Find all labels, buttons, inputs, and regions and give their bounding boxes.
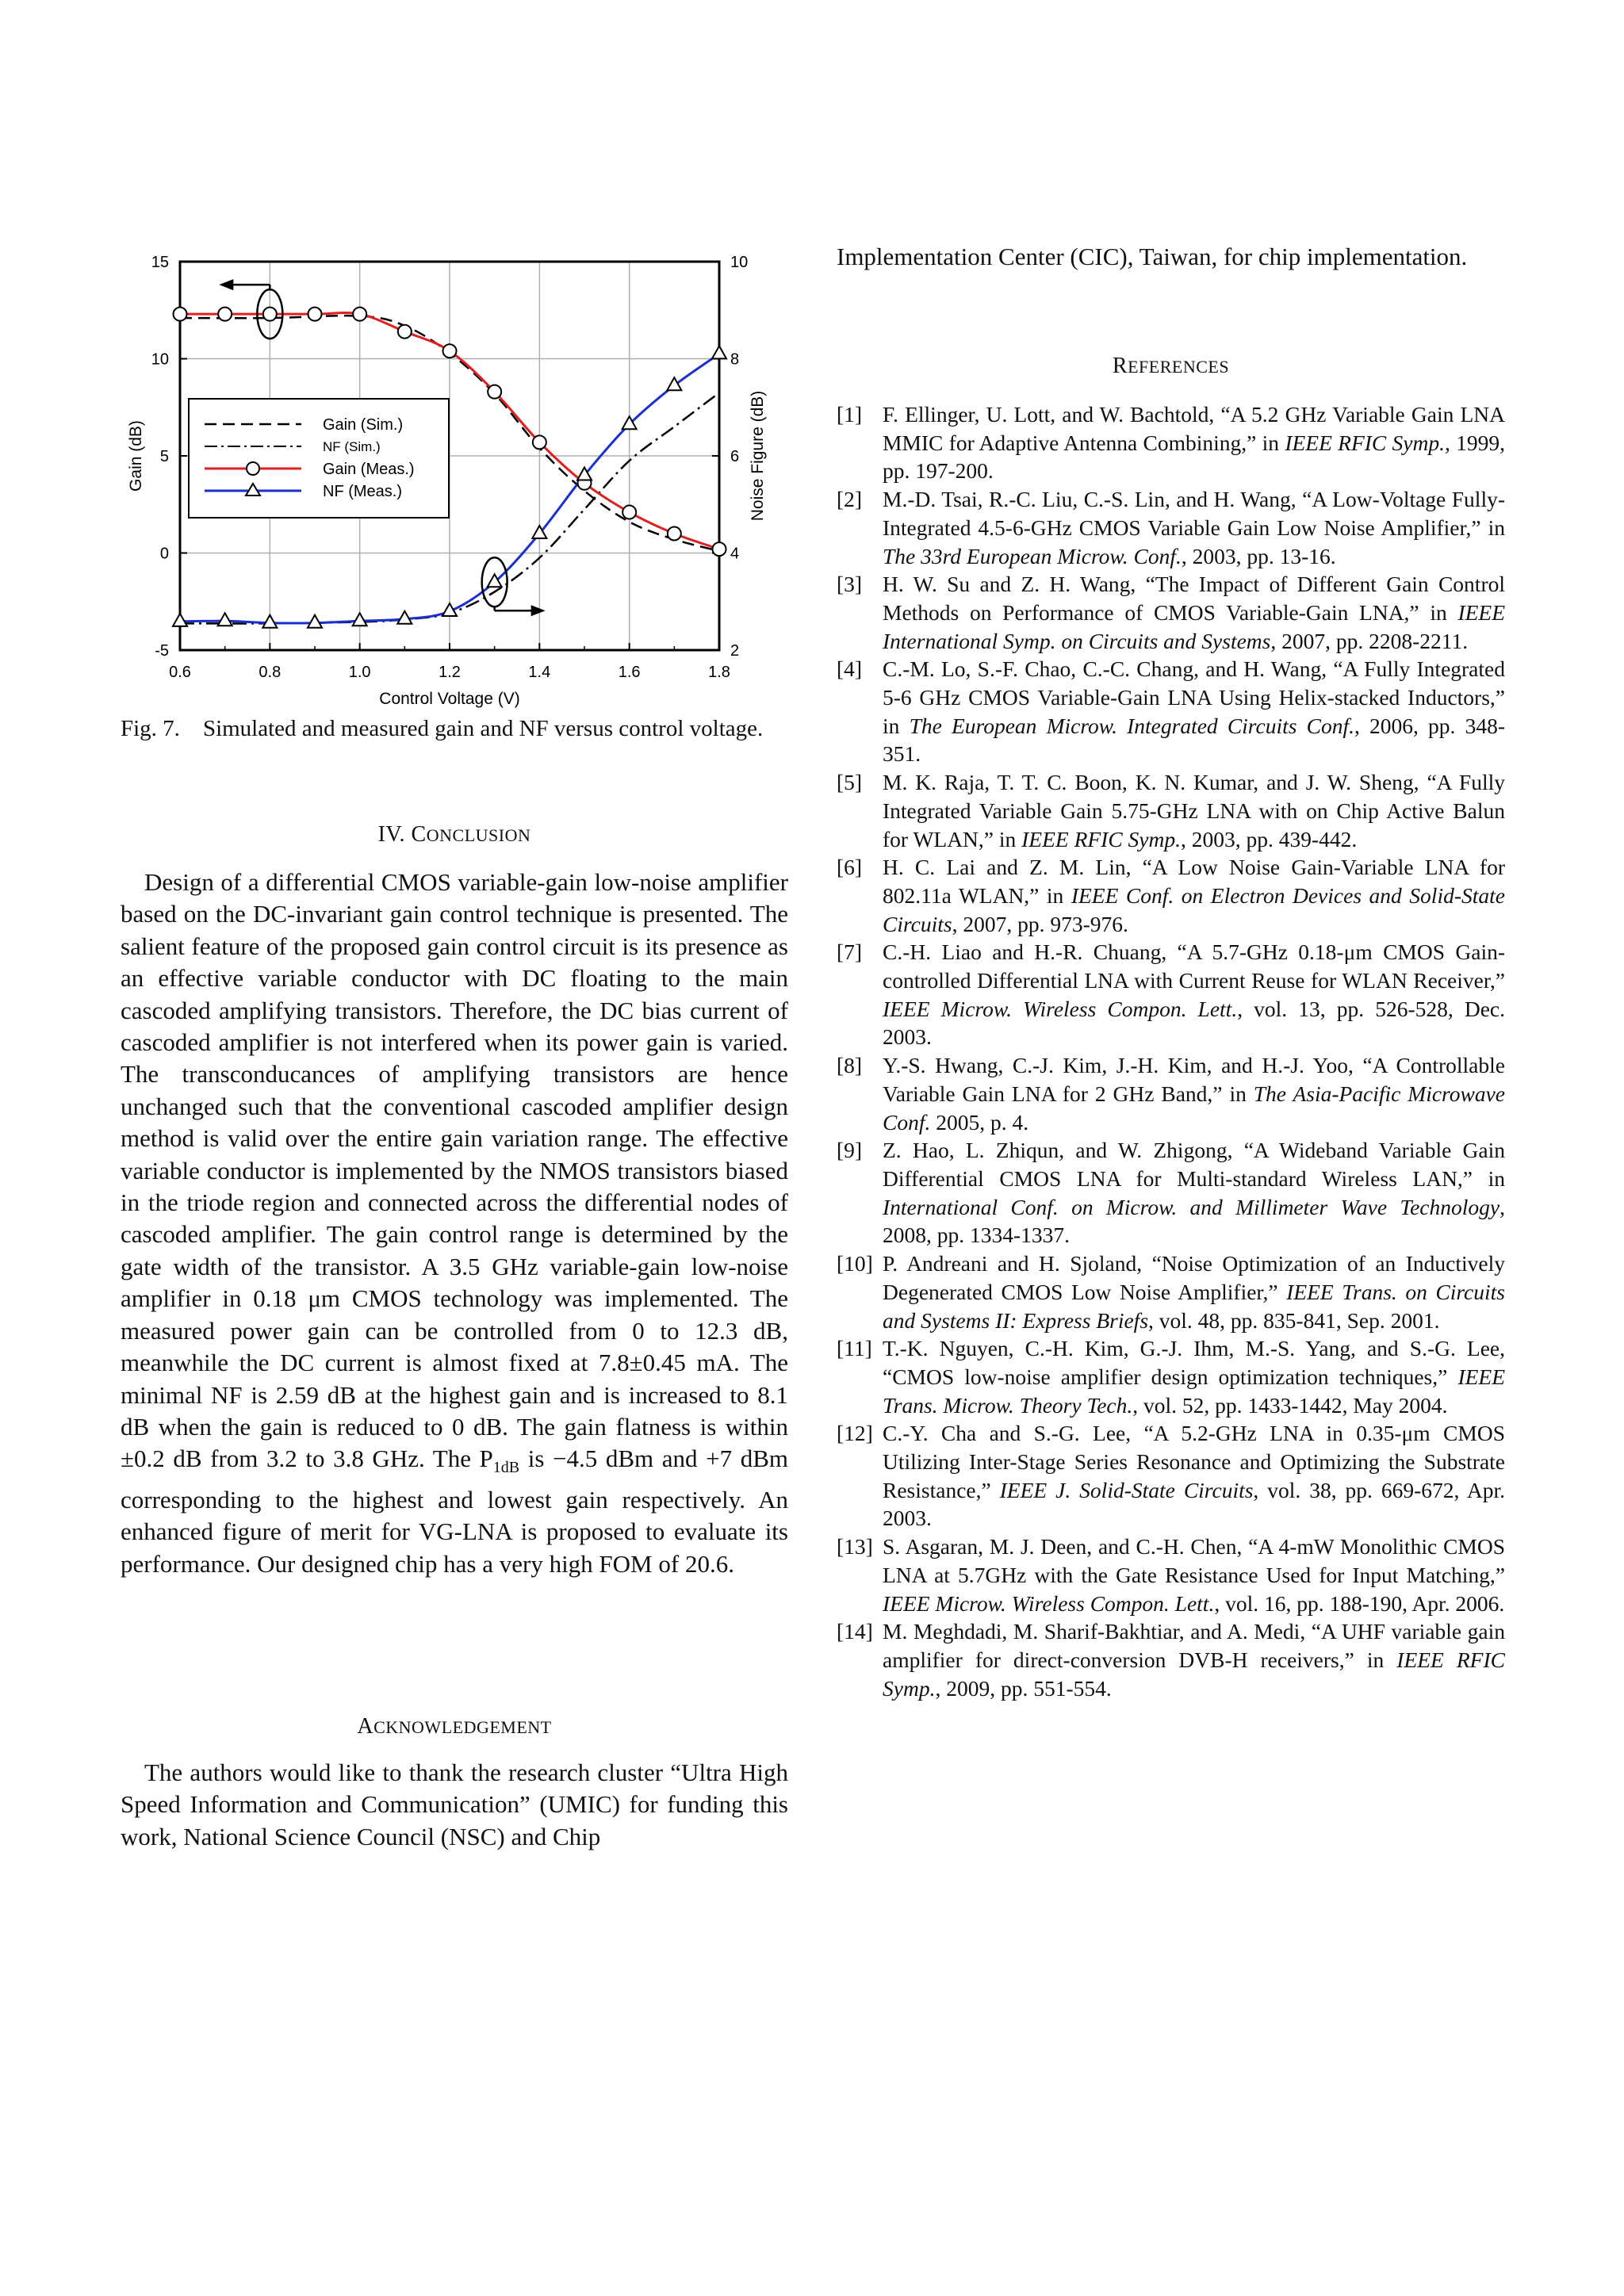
reference-item xyxy=(837,1533,1505,1617)
acknowledgement-continued: Implementation Center (CIC), Taiwan, for chip implementation. xyxy=(837,243,1468,270)
conclusion-paragraph: Design of a differential CMOS variable-gain low-noise amplifier based on the DC-invariant gain control technique is presented. The salient feature of the proposed gain control circuit is its presence as an effective variable conductor with DC floating to the main cascoded amplifying transistors. Therefore, the DC bias current of cascoded amplifier is not interfered when its power gain is varied. The transconducances of amplifying transistors are hence unchanged such that the conventional cascoded amplifier design method is valid over the entire gain variation range. The effective variable conductor is implemented by the NMOS transistors biased in the triode region and connected across the differential nodes of cascoded amplifier. The gain control range is determined by the gate width of the transistor. A 3.5 GHz variable-gain low-noise amplifier in 0.18 μm CMOS technology was implemented. The measured power gain can be controlled from 0 to 12.3 dB, meanwhile the DC current is almost fixed at 7.8±0.45 mA. The minimal NF is 2.59 dB at the highest gain and is increased to 8.1 dB when the gain is reduced to 0 dB. The gain flatness is within ±0.2 dB from 3.2 to 3.8 GHz. The $P_{1dB}$ is −4.5 dBm and +7 dBm corresponding to the highest and lowest gain respectively. An enhanced figure of merit for VG-LNA is proposed to evaluate its performance. Our designed chip has a very high FOM of 20.6. xyxy=(121,868,788,1578)
reference-item xyxy=(837,1136,1505,1249)
reference-text: H. C. Lai and Z. M. Lin, “A Low Noise Gain-Variable LNA for 802.11a WLAN,” in IEEE Conf. on Electron Devices and Solid-State Circuits, 2007, pp. 973-976. xyxy=(883,855,1505,936)
reference-item xyxy=(837,1419,1505,1533)
data-point-gain-meas xyxy=(218,308,232,321)
reference-number: [4] xyxy=(837,656,863,682)
reference-text: Y.-S. Hwang, C.-J. Kim, J.-H. Kim, and H.-J. Yoo, “A Controllable Variable Gain LNA for 2 GHz Band,” in The Asia-Pacific Microwave Conf. 2005, p. 4. xyxy=(883,1053,1505,1135)
annotation-arrowhead xyxy=(219,279,233,290)
legend-label-gain-meas: Gain (Meas.) xyxy=(323,461,415,478)
y-left-tick-label: 15 xyxy=(151,254,169,271)
caption-label: Fig. 7. xyxy=(121,716,180,741)
reference-item xyxy=(837,570,1505,655)
y-left-tick-label: 5 xyxy=(159,448,169,465)
data-point-gain-meas xyxy=(713,542,726,556)
y-right-tick-label: 10 xyxy=(730,254,749,271)
x-tick-label: 1.2 xyxy=(439,664,461,681)
y-right-tick-label: 6 xyxy=(730,448,740,465)
data-point-gain-meas xyxy=(488,385,501,399)
legend-marker-gain-meas xyxy=(247,462,259,475)
legend-label-gain-sim: Gain (Sim.) xyxy=(323,416,404,434)
reference-number: [13] xyxy=(837,1534,873,1559)
conclusion-heading: IV. CONCLUSION xyxy=(377,822,531,847)
data-point-gain-meas xyxy=(398,325,412,339)
reference-item xyxy=(837,655,1505,768)
reference-text: C.-Y. Cha and S.-G. Lee, “A 5.2-GHz LNA in 0.35-μm CMOS Utilizing Inter-Stage Series Resonance and Optimizing the Substrate Resistance,” IEEE J. Solid-State Circuits, vol. 38, pp. 669-672, Apr. 2003. xyxy=(883,1421,1505,1531)
reference-text: M.-D. Tsai, R.-C. Liu, C.-S. Lin, and H. Wang, “A Low-Voltage Fully-Integrated 4.5-6-GHz CMOS Variable Gain Low Noise Amplifier,” in The 33rd European Microw. Conf., 2003, pp. 13-16. xyxy=(883,487,1505,568)
x-tick-label: 1.8 xyxy=(708,664,730,681)
annotation-arrowhead xyxy=(531,605,546,616)
legend-box xyxy=(189,399,449,518)
reference-number: [3] xyxy=(837,572,863,597)
reference-text: P. Andreani and H. Sjoland, “Noise Optimization of an Inductively Degenerated CMOS Low Noise Amplifier,” IEEE Trans. on Circuits and Systems II: Express Briefs, vol. 48, pp. 835-841, Sep. 2001. xyxy=(883,1251,1505,1333)
y-axis-right-label: Noise Figure (dB) xyxy=(749,390,767,522)
reference-item xyxy=(837,938,1505,1051)
y-axis-left-label: Gain (dB) xyxy=(127,420,145,492)
reference-number: [8] xyxy=(837,1053,863,1078)
reference-number: [11] xyxy=(837,1336,872,1361)
data-point-gain-meas xyxy=(174,308,187,321)
data-point-gain-meas xyxy=(443,344,457,358)
reference-number: [2] xyxy=(837,487,863,512)
x-tick-label: 1.6 xyxy=(618,664,641,681)
caption-text: Simulated and measured gain and NF versus control voltage. xyxy=(202,716,764,741)
data-point-nf-meas xyxy=(262,615,277,628)
x-tick-label: 1.4 xyxy=(528,664,551,681)
reference-item xyxy=(837,400,1505,485)
y-right-tick-label: 2 xyxy=(730,642,740,660)
data-point-gain-meas xyxy=(263,308,277,321)
reference-number: [7] xyxy=(837,939,863,965)
data-point-nf-meas xyxy=(173,614,187,626)
data-point-nf-meas xyxy=(712,346,726,358)
data-point-nf-meas xyxy=(218,613,232,626)
data-point-gain-meas xyxy=(353,308,366,321)
gain-nf-chart xyxy=(119,242,817,718)
data-point-gain-meas xyxy=(668,527,681,541)
references-heading: REFERENCES xyxy=(1112,354,1230,378)
figure-caption xyxy=(121,715,788,743)
reference-text: M. K. Raja, T. T. C. Boon, K. N. Kumar, and J. W. Sheng, “A Fully Integrated Variable Gain 5.75-GHz LNA with on Chip Active Balun for WLAN,” in IEEE RFIC Symp., 2003, pp. 439-442. xyxy=(883,770,1505,851)
acknowledgement-paragraph: The authors would like to thank the research cluster “Ultra High Speed Information and Communication” (UMIC) for funding this work, National Science Council (NSC) and Chip xyxy=(121,1758,788,1850)
reference-text: T.-K. Nguyen, C.-H. Kim, G.-J. Ihm, M.-S. Yang, and S.-G. Lee, “CMOS low-noise amplifier design optimization techniques,” IEEE Trans. Microw. Theory Tech., vol. 52, pp. 1433-1442, May 2004. xyxy=(883,1336,1505,1418)
y-right-tick-label: 4 xyxy=(730,545,740,563)
x-tick-label: 0.6 xyxy=(169,664,191,681)
reference-item xyxy=(837,1617,1505,1702)
reference-text: Z. Hao, L. Zhiqun, and W. Zhigong, “A Wideband Variable Gain Differential CMOS LNA for Multi-standard Wireless LAN,” in International Conf. on Microw. and Millimeter Wave Technology, 2008, pp. 1334-1337. xyxy=(883,1138,1505,1248)
reference-text: S. Asgaran, M. J. Deen, and C.-H. Chen, “A 4-mW Monolithic CMOS LNA at 5.7GHz with the Gate Resistance Used for Input Matching,” IEEE Microw. Wireless Compon. Lett., vol. 16, pp. 188-190, Apr. 2006. xyxy=(883,1534,1505,1616)
reference-item xyxy=(837,485,1505,570)
legend-label-nf-sim: NF (Sim.) xyxy=(323,439,381,454)
figure-7 xyxy=(119,242,817,718)
reference-list xyxy=(837,400,1505,1702)
y-right-tick-label: 8 xyxy=(730,350,740,369)
reference-number: [14] xyxy=(837,1619,873,1644)
reference-item xyxy=(837,768,1505,853)
reference-text: C.-H. Liao and H.-R. Chuang, “A 5.7-GHz 0.18-μm CMOS Gain-controlled Differential LNA with Current Reuse for WLAN Receiver,” IEEE Microw. Wireless Compon. Lett., vol. 13, pp. 526-528, Dec. 2003. xyxy=(883,939,1505,1050)
chart-legend xyxy=(189,399,449,518)
x-tick-label: 0.8 xyxy=(259,664,282,681)
data-point-nf-meas xyxy=(308,615,322,628)
reference-item xyxy=(837,1334,1505,1419)
reference-number: [6] xyxy=(837,855,863,880)
reference-text: M. Meghdadi, M. Sharif-Bakhtiar, and A. Medi, “A UHF variable gain amplifier for direct-conversion DVB-H receivers,” in IEEE RFIC Symp., 2009, pp. 551-554. xyxy=(883,1619,1505,1701)
acknowledgement-heading: ACKNOWLEDGEMENT xyxy=(357,1714,552,1739)
reference-number: [9] xyxy=(837,1138,863,1163)
data-point-nf-meas xyxy=(353,613,367,626)
reference-text: F. Ellinger, U. Lott, and W. Bachtold, “A 5.2 GHz Variable Gain LNA MMIC for Adaptive Antenna Combining,” in IEEE RFIC Symp., 1999, pp. 197-200. xyxy=(883,402,1505,484)
data-point-gain-meas xyxy=(533,435,546,449)
legend-label-nf-meas: NF (Meas.) xyxy=(323,483,402,500)
reference-item xyxy=(837,1051,1505,1136)
reference-item xyxy=(837,853,1505,938)
reference-number: [10] xyxy=(837,1251,873,1276)
reference-number: [1] xyxy=(837,402,863,427)
x-tick-label: 1.0 xyxy=(348,664,371,681)
data-point-gain-meas xyxy=(308,308,322,321)
reference-item xyxy=(837,1249,1505,1334)
x-axis-label: Control Voltage (V) xyxy=(379,690,520,708)
y-left-tick-label: 10 xyxy=(151,350,169,369)
data-point-nf-meas xyxy=(667,377,681,390)
y-left-tick-label: 0 xyxy=(159,545,169,563)
y-left-tick-label: -5 xyxy=(155,642,169,660)
reference-text: H. W. Su and Z. H. Wang, “The Impact of Different Gain Control Methods on Performance of CMOS Variable-Gain LNA,” in IEEE International Symp. on Circuits and Systems, 2007, pp. 2208-2211. xyxy=(883,572,1505,653)
reference-number: [5] xyxy=(837,770,863,795)
reference-text: C.-M. Lo, S.-F. Chao, C.-C. Chang, and H. Wang, “A Fully Integrated 5-6 GHz CMOS Variable-Gain LNA Using Helix-stacked Inductors,” in The European Microw. Integrated Circuits Conf., 2006, pp. 348-351. xyxy=(883,656,1506,767)
data-point-gain-meas xyxy=(622,506,636,519)
reference-number: [12] xyxy=(837,1421,873,1446)
